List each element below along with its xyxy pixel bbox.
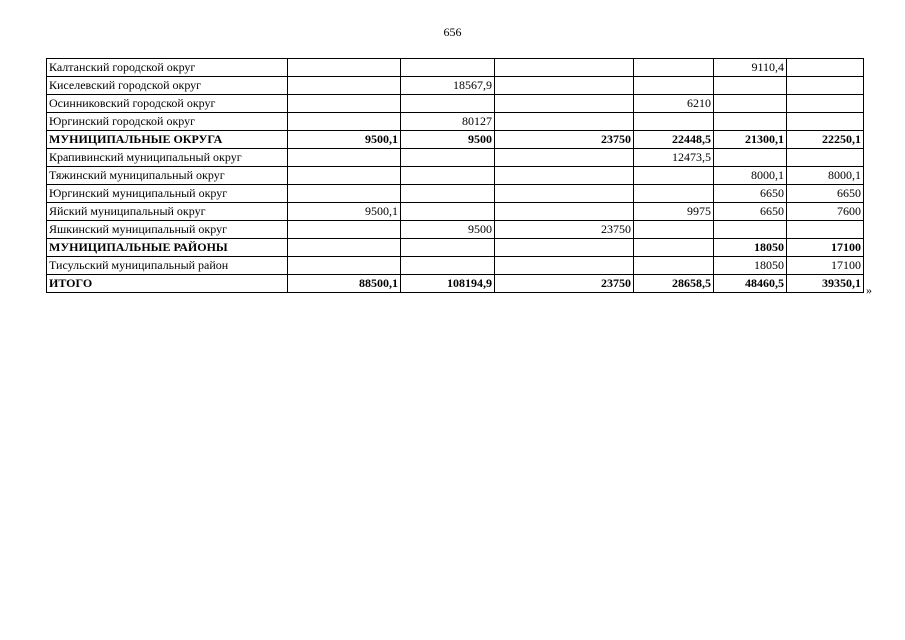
value-cell: [495, 203, 634, 221]
value-cell: [401, 185, 495, 203]
value-cell: 9110,4: [714, 59, 787, 77]
value-cell: [714, 149, 787, 167]
row-label-cell: ИТОГО: [47, 275, 288, 293]
row-label-cell: МУНИЦИПАЛЬНЫЕ РАЙОНЫ: [47, 239, 288, 257]
value-cell: 9975: [634, 203, 714, 221]
value-cell: [288, 149, 401, 167]
row-label-cell: Тяжинский муниципальный округ: [47, 167, 288, 185]
value-cell: [495, 113, 634, 131]
value-cell: [634, 167, 714, 185]
value-cell: [495, 77, 634, 95]
table-row: [47, 149, 864, 167]
value-cell: 6210: [634, 95, 714, 113]
value-cell: 22250,1: [787, 131, 864, 149]
value-cell: [288, 257, 401, 275]
value-cell: [495, 149, 634, 167]
value-cell: [714, 95, 787, 113]
value-cell: [401, 167, 495, 185]
row-label-cell: Яйский муниципальный округ: [47, 203, 288, 221]
table-row: [47, 185, 864, 203]
value-cell: 8000,1: [787, 167, 864, 185]
value-cell: [495, 257, 634, 275]
value-cell: [401, 59, 495, 77]
row-label-cell: Яшкинский муниципальный округ: [47, 221, 288, 239]
value-cell: 108194,9: [401, 275, 495, 293]
value-cell: [495, 59, 634, 77]
value-cell: [401, 203, 495, 221]
value-cell: [495, 167, 634, 185]
row-label-cell: Юргинский муниципальный округ: [47, 185, 288, 203]
value-cell: [288, 221, 401, 239]
row-label-cell: Тисульский муниципальный район: [47, 257, 288, 275]
value-cell: 18050: [714, 239, 787, 257]
value-cell: [634, 239, 714, 257]
value-cell: [401, 149, 495, 167]
row-label-cell: Осинниковский городской округ: [47, 95, 288, 113]
value-cell: [495, 95, 634, 113]
table-row: [47, 257, 864, 275]
value-cell: [634, 185, 714, 203]
row-label-cell: МУНИЦИПАЛЬНЫЕ ОКРУГА: [47, 131, 288, 149]
value-cell: [288, 113, 401, 131]
value-cell: 6650: [714, 185, 787, 203]
value-cell: [634, 257, 714, 275]
table-row: [47, 203, 864, 221]
value-cell: [401, 239, 495, 257]
value-cell: [288, 59, 401, 77]
row-label-cell: Калтанский городской округ: [47, 59, 288, 77]
row-label-cell: Киселевский городской округ: [47, 77, 288, 95]
table-row: [47, 95, 864, 113]
value-cell: 28658,5: [634, 275, 714, 293]
value-cell: 12473,5: [634, 149, 714, 167]
value-cell: 39350,1: [787, 275, 864, 293]
value-cell: 21300,1: [714, 131, 787, 149]
value-cell: 8000,1: [714, 167, 787, 185]
value-cell: 80127: [401, 113, 495, 131]
value-cell: 6650: [787, 185, 864, 203]
value-cell: 18567,9: [401, 77, 495, 95]
value-cell: 6650: [714, 203, 787, 221]
table-body: [47, 59, 864, 293]
value-cell: 9500: [401, 131, 495, 149]
value-cell: [787, 59, 864, 77]
value-cell: 88500,1: [288, 275, 401, 293]
value-cell: [288, 239, 401, 257]
data-table: [46, 58, 864, 293]
value-cell: 9500,1: [288, 131, 401, 149]
value-cell: [495, 239, 634, 257]
value-cell: 9500: [401, 221, 495, 239]
table-row: [47, 221, 864, 239]
value-cell: [787, 221, 864, 239]
value-cell: [401, 257, 495, 275]
value-cell: [787, 95, 864, 113]
table-row-total: [47, 275, 864, 293]
value-cell: 17100: [787, 257, 864, 275]
row-label-cell: Крапивинский муниципальный округ: [47, 149, 288, 167]
value-cell: 9500,1: [288, 203, 401, 221]
table-row: [47, 77, 864, 95]
value-cell: 48460,5: [714, 275, 787, 293]
page-number: 656: [443, 25, 462, 39]
value-cell: [401, 95, 495, 113]
value-cell: [634, 59, 714, 77]
value-cell: [288, 185, 401, 203]
table-row-total: [47, 239, 864, 257]
value-cell: [714, 113, 787, 131]
table-row-total: [47, 131, 864, 149]
value-cell: [288, 95, 401, 113]
value-cell: [787, 77, 864, 95]
value-cell: [634, 77, 714, 95]
value-cell: 23750: [495, 275, 634, 293]
value-cell: [787, 149, 864, 167]
value-cell: 22448,5: [634, 131, 714, 149]
value-cell: 23750: [495, 221, 634, 239]
value-cell: 7600: [787, 203, 864, 221]
value-cell: [288, 167, 401, 185]
value-cell: 18050: [714, 257, 787, 275]
value-cell: [634, 113, 714, 131]
table-row: [47, 59, 864, 77]
value-cell: [714, 77, 787, 95]
value-cell: [634, 221, 714, 239]
value-cell: [787, 113, 864, 131]
value-cell: 17100: [787, 239, 864, 257]
row-label-cell: Юргинский городской округ: [47, 113, 288, 131]
value-cell: [495, 185, 634, 203]
table-row: [47, 167, 864, 185]
value-cell: 23750: [495, 131, 634, 149]
closing-quote-mark: »: [866, 283, 872, 297]
table-row: [47, 113, 864, 131]
value-cell: [714, 221, 787, 239]
value-cell: [288, 77, 401, 95]
